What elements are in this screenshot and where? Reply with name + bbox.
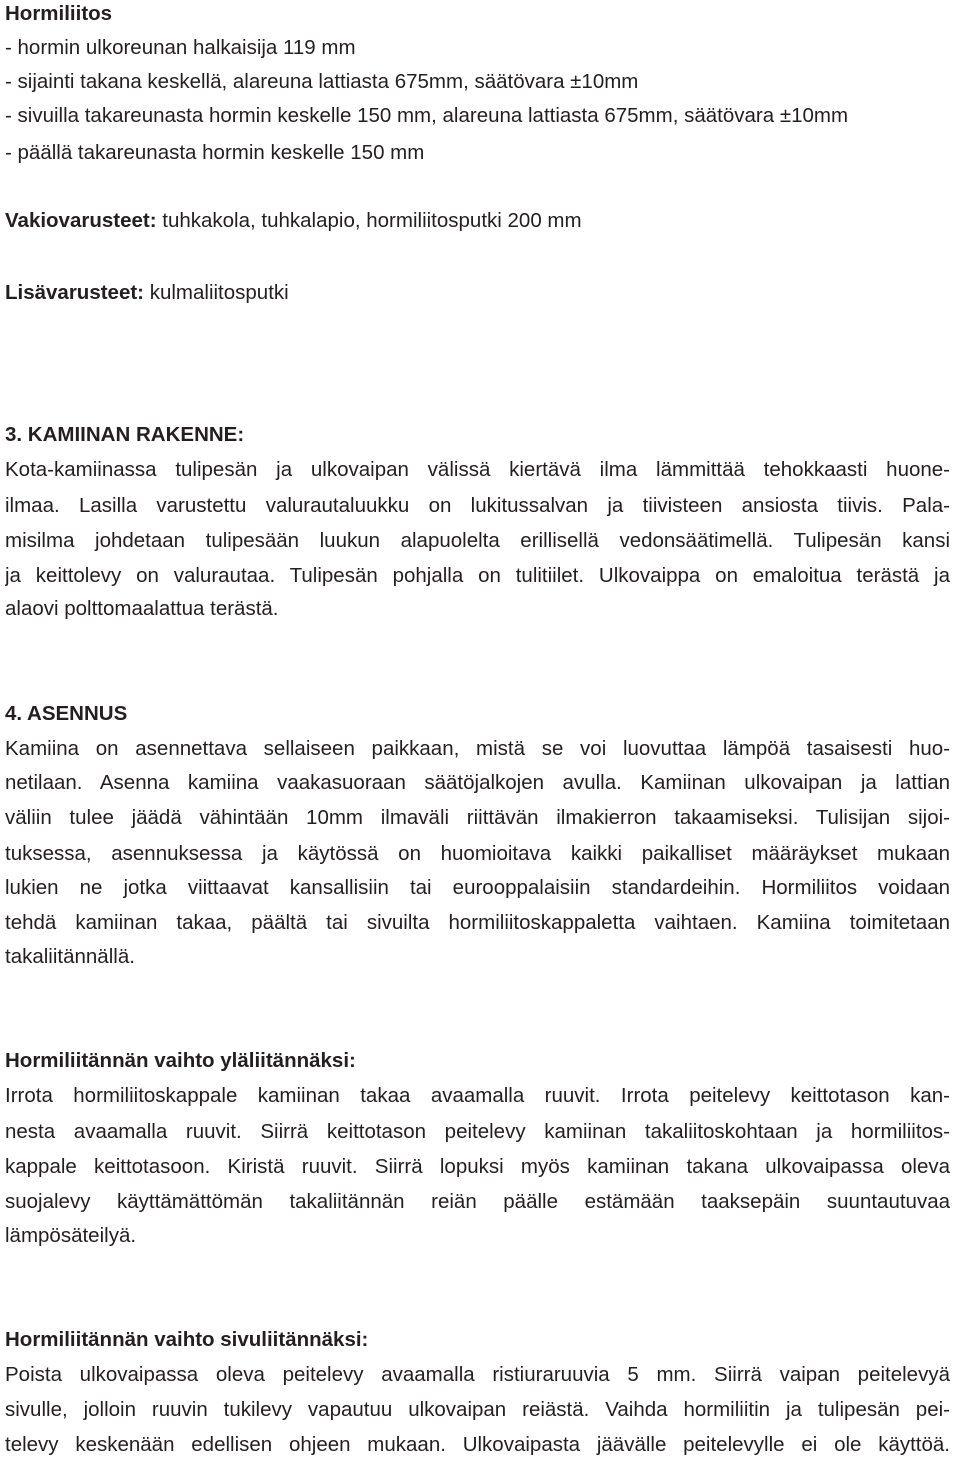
section3-line: Kota-kamiinassa tulipesän ja ulkovaipan välissä kiertävä ilma lämmittää tehokkaasti huone-	[5, 458, 950, 481]
section4-line: tuksessa, asennuksessa ja käytössä on huomioitava kaikki paikalliset määräykset mukaan	[5, 842, 950, 865]
section4-title: 4. ASENNUS	[5, 702, 128, 725]
section3-line: ilmaa. Lasilla varustettu valurautaluukku on lukitussalvan ja tiivisteen ansiosta tiivis. Pala-	[5, 494, 950, 517]
hormiliitos-heading: Hormiliitos	[5, 2, 113, 25]
section3-line: misilma johdetaan tulipesään luukun alapuolelta erillisellä vedonsäätimellä. Tulipesän kansi	[5, 529, 950, 552]
section4-line: väliin tulee jäädä vähintään 10mm ilmaväli riittävän ilmakierron takaamiseksi. Tulisijan sijoi-	[5, 806, 950, 829]
ylaliitanta-line: kappale keittotasoon. Kiristä ruuvit. Siirrä lopuksi myös kamiinan takana ulkovaipassa oleva	[5, 1155, 950, 1178]
ylaliitanta-title: Hormiliitännän vaihto yläliitännäksi:	[5, 1049, 356, 1072]
vakiovarusteet-label: Vakiovarusteet:	[5, 209, 157, 232]
hormiliitos-line: - sijainti takana keskellä, alareuna lattiasta 675mm, säätövara ±10mm	[5, 70, 639, 93]
sivuliitanta-title: Hormiliitännän vaihto sivuliitännäksi:	[5, 1328, 369, 1351]
section3-line: alaovi polttomaalattua terästä.	[5, 597, 279, 620]
section4-line: lukien ne jotka viittaavat kansallisiin tai eurooppalaisiin standardeihin. Hormiliitos voidaan	[5, 876, 950, 899]
ylaliitanta-line: suojalevy käyttämättömän takaliitännän reiän päälle estämään taaksepäin suuntautuvaa	[5, 1190, 950, 1213]
section4-line: Kamiina on asennettava sellaiseen paikkaan, mistä se voi luovuttaa lämpöä tasaisesti huo-	[5, 737, 950, 760]
sivuliitanta-line: televy keskenään edellisen ohjeen mukaan. Ulkovaipasta jäävälle peitelevylle ei ole käyttöä.	[5, 1433, 950, 1456]
section4-line: tehdä kamiinan takaa, päältä tai sivuilta hormiliitoskappaletta vaihtaen. Kamiina toimitetaan	[5, 911, 950, 934]
ylaliitanta-line: nesta avaamalla ruuvit. Siirrä keittotason peitelevy kamiinan takaliitoskohtaan ja hormiliitos-	[5, 1120, 950, 1143]
lisavarusteet-text: kulmaliitosputki	[144, 281, 289, 304]
vakiovarusteet-line	[5, 209, 582, 233]
hormiliitos-line: - päällä takareunasta hormin keskelle 150 mm	[5, 141, 425, 164]
sivuliitanta-line: sivulle, jolloin ruuvin tukilevy vapautuu ulkovaipan reiästä. Vaihda hormiliitin ja tulipesän pei-	[5, 1398, 950, 1421]
section3-title: 3. KAMIINAN RAKENNE:	[5, 423, 245, 446]
lisavarusteet-line	[5, 281, 289, 305]
hormiliitos-line: - sivuilla takareunasta hormin keskelle 150 mm, alareuna lattiasta 675mm, säätövara ±10mm	[5, 104, 849, 127]
section4-line: takaliitännällä.	[5, 945, 135, 968]
section3-line: ja keittolevy on valurautaa. Tulipesän pohjalla on tulitiilet. Ulkovaippa on emaloitua terästä ja	[5, 564, 950, 587]
hormiliitos-line: - hormin ulkoreunan halkaisija 119 mm	[5, 36, 356, 59]
vakiovarusteet-text: tuhkakola, tuhkalapio, hormiliitosputki 200 mm	[156, 209, 582, 232]
ylaliitanta-line: lämpösäteilyä.	[5, 1224, 137, 1247]
ylaliitanta-line: Irrota hormiliitoskappale kamiinan takaa avaamalla ruuvit. Irrota peitelevy keittotason kan-	[5, 1084, 950, 1107]
sivuliitanta-line: Poista ulkovaipassa oleva peitelevy avaamalla ristiuraruuvia 5 mm. Siirrä vaipan peitelevyä	[5, 1363, 950, 1386]
section4-line: netilaan. Asenna kamiina vaakasuoraan säätöjalkojen avulla. Kamiinan ulkovaipan ja lattian	[5, 771, 950, 794]
lisavarusteet-label: Lisävarusteet:	[5, 281, 145, 304]
